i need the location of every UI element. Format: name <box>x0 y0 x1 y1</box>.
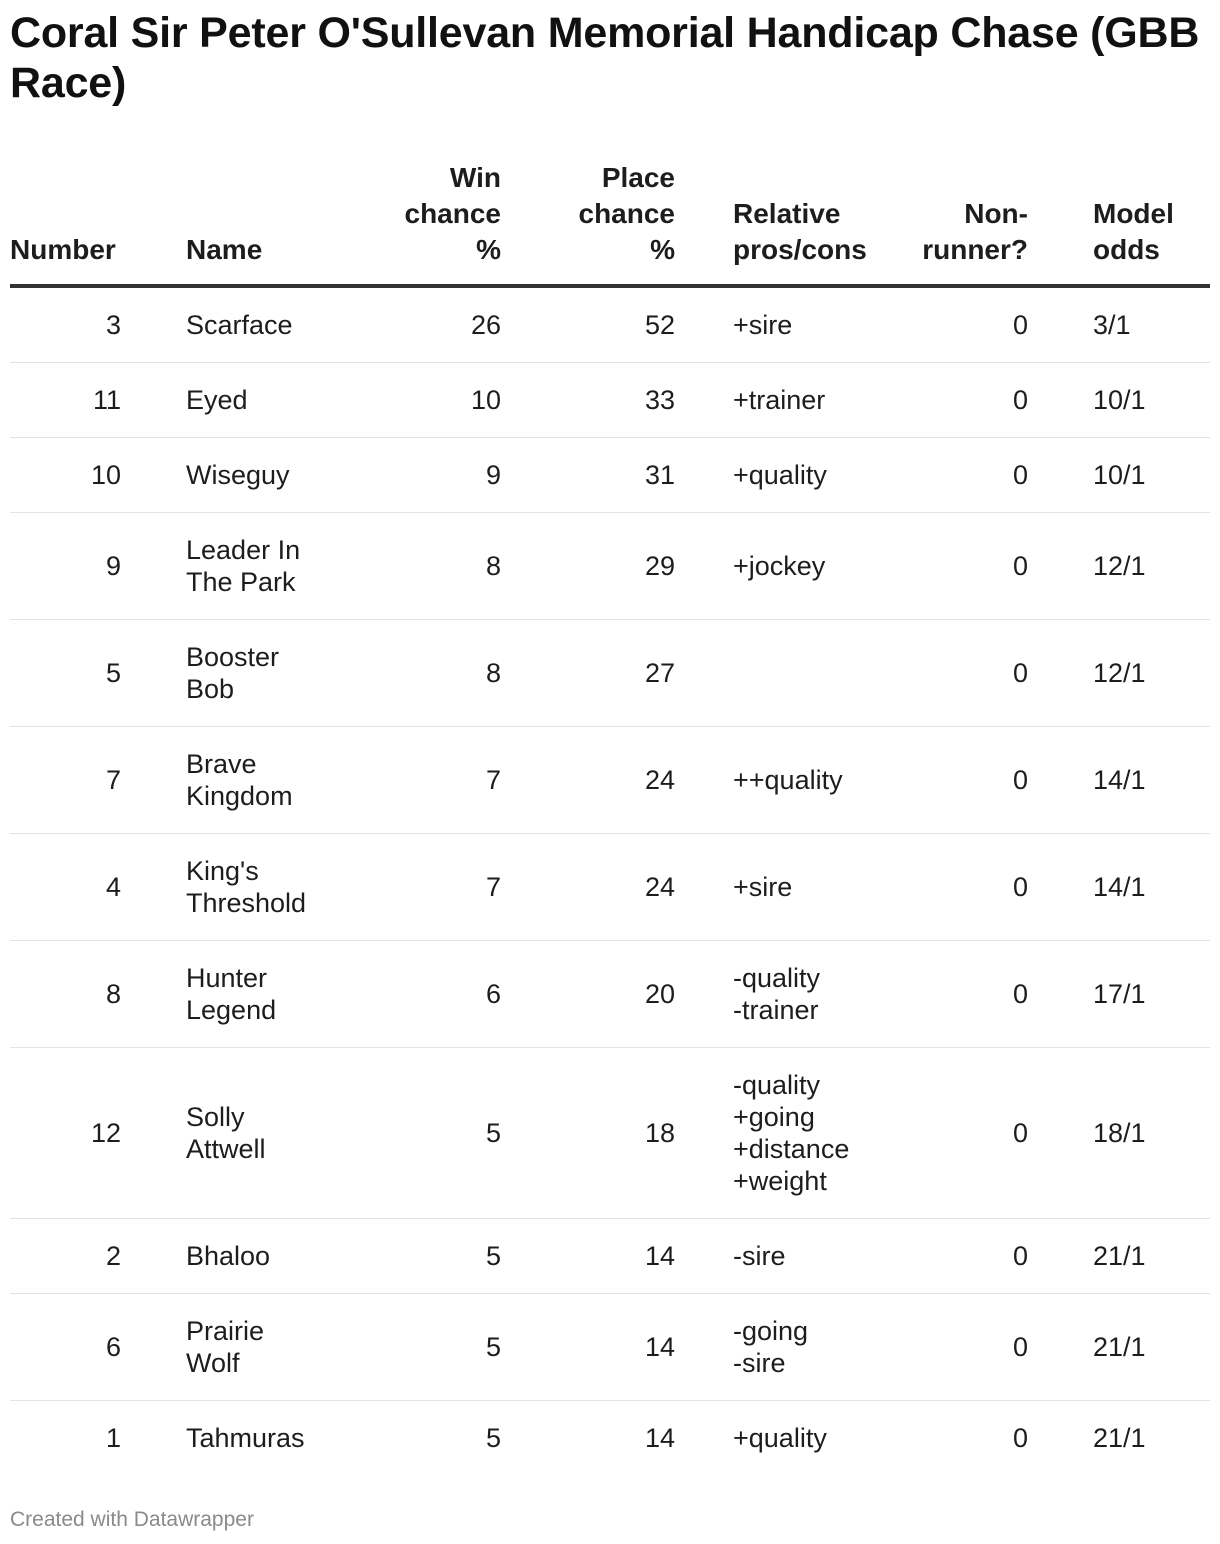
horse-name-line: Kingdom <box>186 781 293 811</box>
table-row <box>10 1294 1210 1401</box>
cell-number: 8 <box>10 941 186 1048</box>
cell-name <box>186 513 326 620</box>
pros-cons-line: +quality <box>733 1423 827 1453</box>
horse-name-line: Wolf <box>186 1348 240 1378</box>
cell-number: 1 <box>105 1423 121 1453</box>
pros-cons-line: +going <box>733 1102 815 1132</box>
cell-number: 11 <box>10 363 186 438</box>
cell-pros-cons <box>675 620 865 727</box>
horse-name-line: Prairie <box>186 1316 265 1346</box>
horse-name-line: Hunter <box>186 963 268 993</box>
column-header-label-line: Model <box>1093 198 1174 229</box>
pros-cons-line: +trainer <box>733 385 826 415</box>
cell-place-chance: 52 <box>501 286 675 363</box>
column-header-label-line: Non- <box>964 198 1028 229</box>
cell-place-chance: 29 <box>501 513 675 620</box>
table-row <box>10 727 1210 834</box>
table-row <box>10 363 1210 438</box>
cell-name <box>186 1294 326 1401</box>
pros-cons-line: +sire <box>733 310 793 340</box>
cell-non-runner: 0 <box>1012 1423 1028 1453</box>
column-header-non-runner[interactable] <box>865 160 1028 286</box>
horse-name-line: Bhaloo <box>186 1241 271 1271</box>
cell-win-chance: 7 <box>326 834 501 941</box>
cell-model-odds: 14/1 <box>1028 727 1210 834</box>
cell-pros-cons <box>675 513 865 620</box>
column-header-place-chance[interactable] <box>501 160 675 286</box>
column-header-label-line: Relative <box>733 198 841 229</box>
cell-name <box>186 1401 326 1476</box>
horse-name-line: The Park <box>186 567 296 597</box>
cell-name <box>186 941 326 1048</box>
cell-place-chance: 31 <box>501 438 675 513</box>
column-header-label-line: Name <box>186 234 263 265</box>
pros-cons-line: ++quality <box>733 765 843 795</box>
cell-pros-cons <box>675 1294 865 1401</box>
cell-model-odds: 3/1 <box>1028 286 1210 363</box>
cell-place-chance: 14 <box>644 1423 675 1453</box>
pros-cons-line: -sire <box>733 1348 786 1378</box>
cell-non-runner: 0 <box>865 513 1028 620</box>
cell-name <box>186 286 326 363</box>
cell-win-chance: 7 <box>326 727 501 834</box>
cell-place-chance: 33 <box>501 363 675 438</box>
cell-model-odds: 21/1 <box>1028 1294 1210 1401</box>
cell-pros-cons <box>675 286 865 363</box>
horse-name-line: Booster <box>186 642 280 672</box>
cell-pros-cons <box>675 1219 865 1294</box>
cell-name <box>186 363 326 438</box>
cell-number: 6 <box>10 1294 186 1401</box>
cell-win-chance: 5 <box>326 1294 501 1401</box>
table-row <box>10 834 1210 941</box>
cell-model-odds: 17/1 <box>1028 941 1210 1048</box>
cell-win-chance: 10 <box>326 363 501 438</box>
pros-cons-line: -quality <box>733 963 821 993</box>
cell-non-runner: 0 <box>865 1294 1028 1401</box>
cell-pros-cons <box>675 1048 865 1219</box>
horse-name-line: Solly <box>186 1102 245 1132</box>
horse-name-line: Brave <box>186 749 257 779</box>
cell-place-chance: 24 <box>501 834 675 941</box>
pros-cons-line: -going <box>733 1316 809 1346</box>
cell-win-chance: 5 <box>326 1048 501 1219</box>
pros-cons-line: +weight <box>733 1166 827 1196</box>
column-header-label-line: chance <box>578 198 675 229</box>
cell-non-runner: 0 <box>865 1048 1028 1219</box>
column-header-number[interactable] <box>10 160 186 286</box>
cell-place-chance: 20 <box>501 941 675 1048</box>
cell-place-chance: 24 <box>501 727 675 834</box>
cell-non-runner: 0 <box>865 286 1028 363</box>
cell-non-runner: 0 <box>865 438 1028 513</box>
cell-pros-cons <box>675 363 865 438</box>
table-body <box>10 286 1210 1475</box>
cell-number: 9 <box>10 513 186 620</box>
column-header-label-line: chance <box>404 198 501 229</box>
race-table <box>10 160 1210 1475</box>
cell-model-odds: 12/1 <box>1028 513 1210 620</box>
cell-non-runner: 0 <box>865 941 1028 1048</box>
column-header-label-line: Win <box>449 162 501 193</box>
cell-number: 12 <box>10 1048 186 1219</box>
cell-model-odds: 10/1 <box>1028 438 1210 513</box>
cell-number: 3 <box>10 286 186 363</box>
cell-number: 5 <box>10 620 186 727</box>
cell-number: 4 <box>10 834 186 941</box>
cell-non-runner: 0 <box>865 620 1028 727</box>
horse-name-line: Threshold <box>186 888 307 918</box>
cell-win-chance: 8 <box>326 513 501 620</box>
cell-win-chance: 5 <box>485 1423 501 1453</box>
pros-cons-line: +distance <box>733 1134 850 1164</box>
cell-number: 2 <box>10 1219 186 1294</box>
column-header-label-line: % <box>650 234 675 265</box>
cell-name <box>186 1048 326 1219</box>
column-header-name[interactable] <box>186 160 326 286</box>
cell-name <box>186 1219 326 1294</box>
cell-place-chance: 14 <box>501 1219 675 1294</box>
cell-non-runner: 0 <box>865 834 1028 941</box>
horse-name-line: Attwell <box>186 1134 266 1164</box>
cell-place-chance: 18 <box>501 1048 675 1219</box>
cell-model-odds: 10/1 <box>1028 363 1210 438</box>
table-row <box>10 513 1210 620</box>
column-header-model-odds[interactable] <box>1028 160 1210 286</box>
cell-win-chance: 26 <box>326 286 501 363</box>
cell-name <box>186 620 326 727</box>
cell-model-odds: 18/1 <box>1028 1048 1210 1219</box>
table-header <box>10 160 1210 286</box>
cell-pros-cons <box>675 834 865 941</box>
cell-win-chance: 9 <box>326 438 501 513</box>
pros-cons-line: -sire <box>733 1241 786 1271</box>
table-row <box>10 1401 1210 1476</box>
column-header-label-line: odds <box>1093 234 1160 265</box>
header-row <box>10 160 1210 286</box>
cell-pros-cons <box>675 727 865 834</box>
cell-model-odds: 21/1 <box>1028 1219 1210 1294</box>
horse-name-line: Bob <box>186 674 235 704</box>
cell-win-chance: 8 <box>326 620 501 727</box>
cell-model-odds: 21/1 <box>1093 1423 1146 1453</box>
cell-non-runner: 0 <box>865 1219 1028 1294</box>
pros-cons-line: +sire <box>733 872 793 902</box>
table-row <box>10 438 1210 513</box>
horse-name-line: Eyed <box>186 385 248 415</box>
table-row <box>10 941 1210 1048</box>
column-header-label-line: pros/cons <box>733 234 867 265</box>
cell-pros-cons <box>675 941 865 1048</box>
horse-name-line: Wiseguy <box>186 460 290 490</box>
cell-win-chance: 5 <box>326 1219 501 1294</box>
horse-name-line: Scarface <box>186 310 293 340</box>
column-header-label-line: Number <box>10 234 116 265</box>
cell-place-chance: 27 <box>501 620 675 727</box>
cell-pros-cons <box>675 1401 865 1476</box>
table-row <box>10 620 1210 727</box>
pros-cons-line: -trainer <box>733 995 819 1025</box>
cell-win-chance: 6 <box>326 941 501 1048</box>
horse-name-line: Legend <box>186 995 277 1025</box>
cell-name <box>186 727 326 834</box>
column-header-label-line: runner? <box>922 234 1028 265</box>
table-row <box>10 1048 1210 1219</box>
cell-name <box>186 438 326 513</box>
cell-model-odds: 12/1 <box>1028 620 1210 727</box>
pros-cons-line: -quality <box>733 1070 821 1100</box>
pros-cons-line: +jockey <box>733 551 826 581</box>
column-header-label-line: Place <box>601 162 675 193</box>
column-header-win-chance[interactable] <box>326 160 501 286</box>
cell-pros-cons <box>675 438 865 513</box>
credit-footer: Created with Datawrapper <box>10 1508 254 1531</box>
column-header-pros-cons[interactable] <box>675 160 865 286</box>
horse-name-line: Tahmuras <box>186 1423 305 1453</box>
cell-number: 7 <box>10 727 186 834</box>
cell-model-odds: 14/1 <box>1028 834 1210 941</box>
cell-non-runner: 0 <box>865 727 1028 834</box>
pros-cons-line: +quality <box>733 460 827 490</box>
cell-number: 10 <box>10 438 186 513</box>
cell-place-chance: 14 <box>501 1294 675 1401</box>
column-header-label-line: % <box>476 234 501 265</box>
horse-name-line: Leader In <box>186 535 301 565</box>
cell-name <box>186 834 326 941</box>
horse-name-line: King's <box>186 856 259 886</box>
page-title: Coral Sir Peter O'Sullevan Memorial Handicap Chase (GBB Race) <box>10 9 1200 107</box>
table-row <box>10 286 1210 363</box>
table-row <box>10 1219 1210 1294</box>
cell-non-runner: 0 <box>865 363 1028 438</box>
